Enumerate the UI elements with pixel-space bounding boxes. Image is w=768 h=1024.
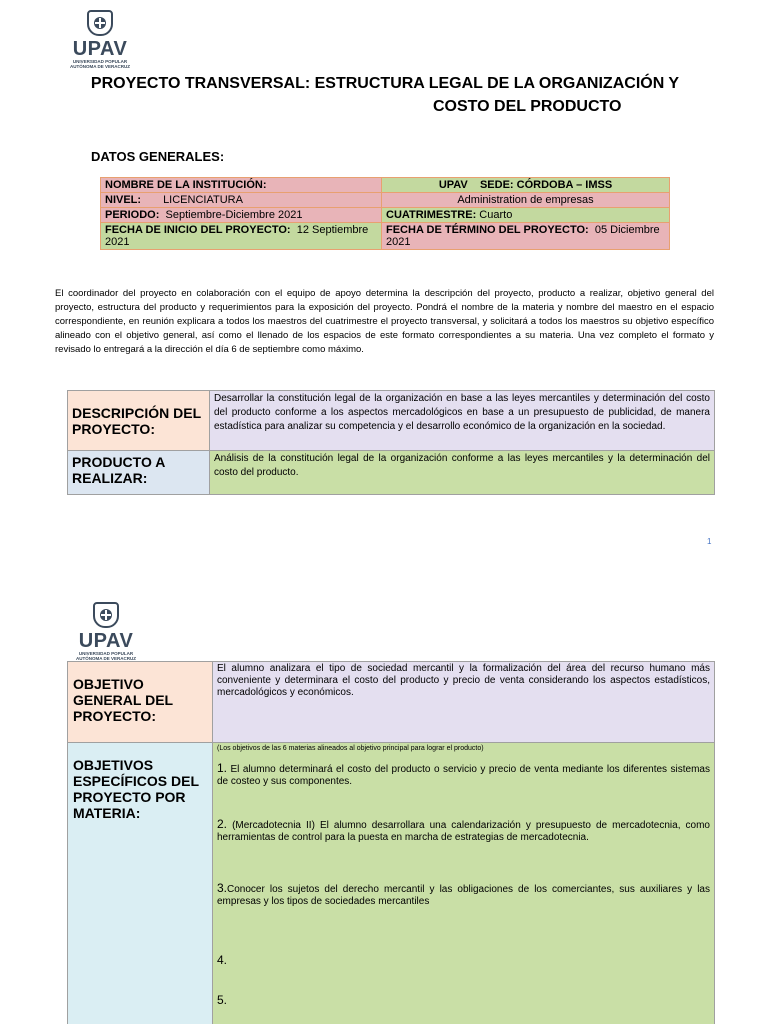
objetivo-item-5: 5. [217, 993, 228, 1007]
general-data-table [100, 177, 670, 250]
datos-generales-heading: DATOS GENERALES: [91, 149, 225, 164]
upav-logo [61, 10, 139, 69]
objetivo-item-3: 3.Conocer los sujetos del derecho mercantil y las obligaciones de los comerciantes, sus auxiliares y las empresas y los tipos de sociedades mercantiles [217, 881, 710, 907]
document-title [40, 72, 730, 118]
title-line-1: PROYECTO TRANSVERSAL: ESTRUCTURA LEGAL DE LA ORGANIZACIÓN Y [90, 75, 680, 92]
logo-brand: UPAV [72, 38, 128, 60]
objetivo-item-2: 2. (Mercadotecnia II) El alumno desarrollara una calendarización y presupuesto de mercadotecnia, como herramientas de control para la puesta en marcha de estrategias de mercadotecnia. [217, 817, 710, 843]
carrera-value: Administration de empresas [382, 193, 670, 208]
cuatrimestre-value: Cuarto [479, 209, 513, 221]
logo-subtitle-2: AUTÓNOMA DE VERACRUZ [69, 64, 131, 69]
periodo-value: Septiembre-Diciembre 2021 [165, 209, 303, 221]
institucion-label: NOMBRE DE LA INSTITUCIÓN: [101, 178, 382, 193]
objetivo-item-1: 1. El alumno determinará el costo del producto o servicio y precio de venta mediante los diferentes sistemas de costeo y sus componentes. [217, 761, 710, 787]
shield-icon [87, 10, 113, 36]
logo-brand: UPAV [78, 630, 134, 652]
objetivo-general-label: OBJETIVO GENERAL DEL PROYECTO: [68, 662, 213, 743]
nivel-cell: NIVEL: LICENCIATURA [101, 193, 382, 208]
cuatrimestre-cell: CUATRIMESTRE: Cuarto [382, 208, 670, 223]
logo-subtitle-2: AUTÓNOMA DE VERACRUZ [75, 656, 137, 661]
fecha-termino-value: 05 Diciembre 2021 [386, 224, 660, 248]
producto-value: Análisis de la constitución legal de la organización conforme a las leyes mercantiles y la determinación del costo del producto. [210, 451, 715, 495]
description-table [67, 390, 715, 495]
producto-label: PRODUCTO A REALIZAR: [68, 451, 210, 495]
intro-paragraph: El coordinador del proyecto en colaboración con el equipo de apoyo determina la descripción del proyecto, producto a realizar, objetivo general del proyecto, estructura del producto y requerimientos para la exposición del proyecto. Pondrá el nombre de la materia y nombre del maestro en el espacio correspondiente, en reunión explicara a todos los maestros del cuatrimestre el proyecto transversal, y solicitará a todos los maestros su objetivo específico alineado con el objetivo general, así como el llenado de los espacios de este formato correspondientes a su materia. Una vez completo el formato y revisado lo entregará a la dirección el día 6 de septiembre como máximo. [55, 288, 714, 355]
objectives-table [67, 661, 715, 1024]
objetivos-note: (Los objetivos de las 6 materias alineados al objetivo principal para lograr el producto) [217, 745, 484, 752]
shield-icon [93, 602, 119, 628]
upav-logo-page2 [67, 602, 145, 661]
logo-subtitle-1: UNIVERSIDAD POPULAR [72, 59, 128, 64]
objetivo-item-4: 4. [217, 953, 228, 967]
page-number: 1 [707, 537, 712, 546]
fecha-inicio-cell: FECHA DE INICIO DEL PROYECTO: 12 Septiembre 2021 [101, 223, 382, 250]
descripcion-label: DESCRIPCIÓN DEL PROYECTO: [68, 391, 210, 451]
fecha-termino-cell: FECHA DE TÉRMINO DEL PROYECTO: 05 Diciembre 2021 [382, 223, 670, 250]
objetivo-general-value: El alumno analizara el tipo de sociedad mercantil y la formalización del área del recurso humano más conveniente y determinara el costo del producto y precio de venta considerando los aspectos estadísticos, mercadológicos y económicos. [213, 662, 715, 743]
descripcion-value: Desarrollar la constitución legal de la organización en base a las leyes mercantiles y determinación del costo del producto conforme a los aspectos mercadológicos en base a un presupuesto de publicidad, de manera estadística para analizar su competencia y el desarrollo económico de la organización en la sociedad. [210, 391, 715, 451]
objetivos-especificos-label: OBJETIVOS ESPECÍFICOS DEL PROYECTO POR MATERIA: [68, 743, 213, 1024]
fecha-inicio-value: 12 Septiembre 2021 [105, 224, 369, 248]
objetivos-especificos-value [213, 743, 715, 1024]
title-line-2: COSTO DEL PRODUCTO [433, 98, 622, 115]
periodo-cell: PERIODO: Septiembre-Diciembre 2021 [101, 208, 382, 223]
nivel-value: LICENCIATURA [163, 194, 243, 206]
logo-subtitle-1: UNIVERSIDAD POPULAR [78, 651, 134, 656]
institucion-value: UPAV SEDE: CÓRDOBA – IMSS [382, 178, 670, 193]
